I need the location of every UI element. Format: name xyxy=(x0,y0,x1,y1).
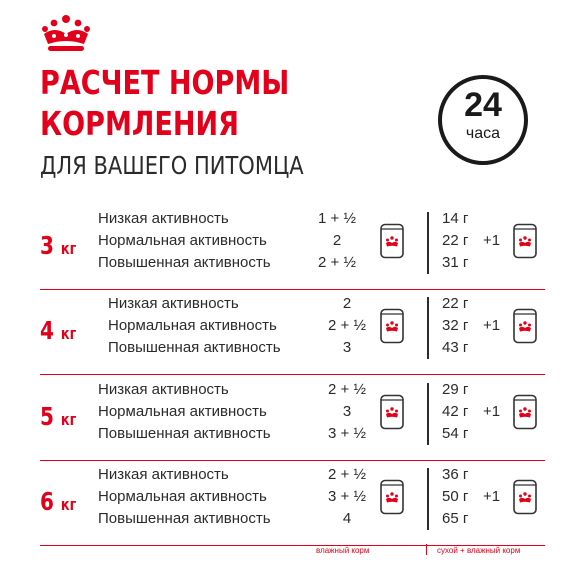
activity-label: Повышенная активность xyxy=(98,425,271,442)
pouch-quantity: 2 xyxy=(342,295,352,312)
grams-quantity: 54 г xyxy=(442,425,469,442)
activity-label: Нормальная активность xyxy=(98,403,267,420)
section-separator xyxy=(40,374,545,376)
activity-labels xyxy=(98,464,271,530)
plus-one-label: +1 xyxy=(483,488,501,505)
weight-label xyxy=(40,401,76,436)
section-separator xyxy=(40,289,545,291)
pouch-icon xyxy=(512,479,538,515)
grams-quantity: 50 г xyxy=(442,488,469,505)
pouch-quantities xyxy=(322,464,372,530)
grams-quantities xyxy=(442,293,484,359)
page-subtitle: ДЛЯ ВАШЕГО ПИТОМЦА xyxy=(40,151,304,180)
weight-value: 6 xyxy=(40,487,54,516)
column-divider xyxy=(427,297,429,359)
pouch-quantity: 3 + ½ xyxy=(328,425,366,442)
pouch-icon xyxy=(512,394,538,430)
activity-labels xyxy=(108,293,281,359)
activity-label: Повышенная активность xyxy=(98,510,271,527)
weight-label xyxy=(40,315,76,350)
title-line-2: КОРМЛЕНИЯ xyxy=(40,104,239,143)
grams-quantity: 65 г xyxy=(442,510,469,527)
pouch-quantities xyxy=(322,379,372,445)
grams-quantity: 36 г xyxy=(442,466,469,483)
pouch-quantity: 3 + ½ xyxy=(328,488,366,505)
grams-quantities xyxy=(442,379,484,445)
weight-label xyxy=(40,230,76,265)
pouch-quantity: 2 + ½ xyxy=(328,466,366,483)
pouch-quantities xyxy=(322,293,372,359)
pouch-quantity: 3 xyxy=(342,339,352,356)
grams-quantity: 32 г xyxy=(442,317,469,334)
weight-unit: кг xyxy=(60,239,77,258)
activity-label: Нормальная активность xyxy=(98,488,267,505)
weight-section xyxy=(40,208,560,284)
pouch-icon xyxy=(379,394,405,430)
hours-badge xyxy=(438,75,528,165)
section-separator xyxy=(40,460,545,462)
crown-logo-icon xyxy=(40,14,92,54)
plus-one-label: +1 xyxy=(483,403,501,420)
pouch-quantity: 1 + ½ xyxy=(318,210,356,227)
weight-unit: кг xyxy=(60,495,77,514)
page-title xyxy=(40,62,289,144)
grams-quantity: 22 г xyxy=(442,295,469,312)
pouch-quantity: 2 + ½ xyxy=(318,254,356,271)
grams-quantity: 43 г xyxy=(442,339,469,356)
weight-section xyxy=(40,464,560,540)
column-divider xyxy=(427,383,429,445)
activity-label: Повышенная активность xyxy=(108,339,281,356)
hours-badge-unit: часа xyxy=(465,125,501,142)
column-divider xyxy=(427,212,429,274)
column-divider xyxy=(427,468,429,530)
grams-quantity: 29 г xyxy=(442,381,469,398)
grams-quantities xyxy=(442,464,484,530)
activity-label: Нормальная активность xyxy=(98,232,267,249)
activity-label: Низкая активность xyxy=(108,295,239,312)
pouch-icon xyxy=(379,223,405,259)
footer-dry-wet-legend: сухой + влажный корм xyxy=(437,546,521,555)
weight-unit: кг xyxy=(60,410,77,429)
grams-quantity: 31 г xyxy=(442,254,469,271)
weight-value: 3 xyxy=(40,231,54,260)
pouch-icon xyxy=(512,223,538,259)
activity-labels xyxy=(98,208,271,274)
title-line-1: РАСЧЕТ НОРМЫ xyxy=(40,63,290,102)
activity-label: Повышенная активность xyxy=(98,254,271,271)
activity-label: Низкая активность xyxy=(98,466,229,483)
weight-section xyxy=(40,379,560,455)
grams-quantities xyxy=(442,208,484,274)
footer-wet-legend: влажный корм xyxy=(316,546,370,555)
pouch-icon xyxy=(379,479,405,515)
pouch-quantity: 2 + ½ xyxy=(328,317,366,334)
pouch-icon xyxy=(379,308,405,344)
pouch-quantity: 2 + ½ xyxy=(328,381,366,398)
footer-divider xyxy=(426,544,427,555)
grams-quantity: 42 г xyxy=(442,403,469,420)
plus-one-label: +1 xyxy=(483,317,501,334)
grams-quantity: 14 г xyxy=(442,210,469,227)
activity-label: Низкая активность xyxy=(98,381,229,398)
pouch-quantity: 4 xyxy=(342,510,352,527)
grams-quantity: 22 г xyxy=(442,232,469,249)
activity-label: Нормальная активность xyxy=(108,317,277,334)
pouch-icon xyxy=(512,308,538,344)
activity-labels xyxy=(98,379,271,445)
weight-label xyxy=(40,486,76,521)
weight-value: 4 xyxy=(40,316,54,345)
weight-value: 5 xyxy=(40,402,54,431)
weight-section xyxy=(40,293,560,369)
activity-label: Низкая активность xyxy=(98,210,229,227)
plus-one-label: +1 xyxy=(483,232,501,249)
pouch-quantity: 2 xyxy=(332,232,342,249)
hours-badge-number: 24 xyxy=(464,86,502,124)
weight-unit: кг xyxy=(60,324,77,343)
pouch-quantities xyxy=(312,208,362,274)
pouch-quantity: 3 xyxy=(342,403,352,420)
